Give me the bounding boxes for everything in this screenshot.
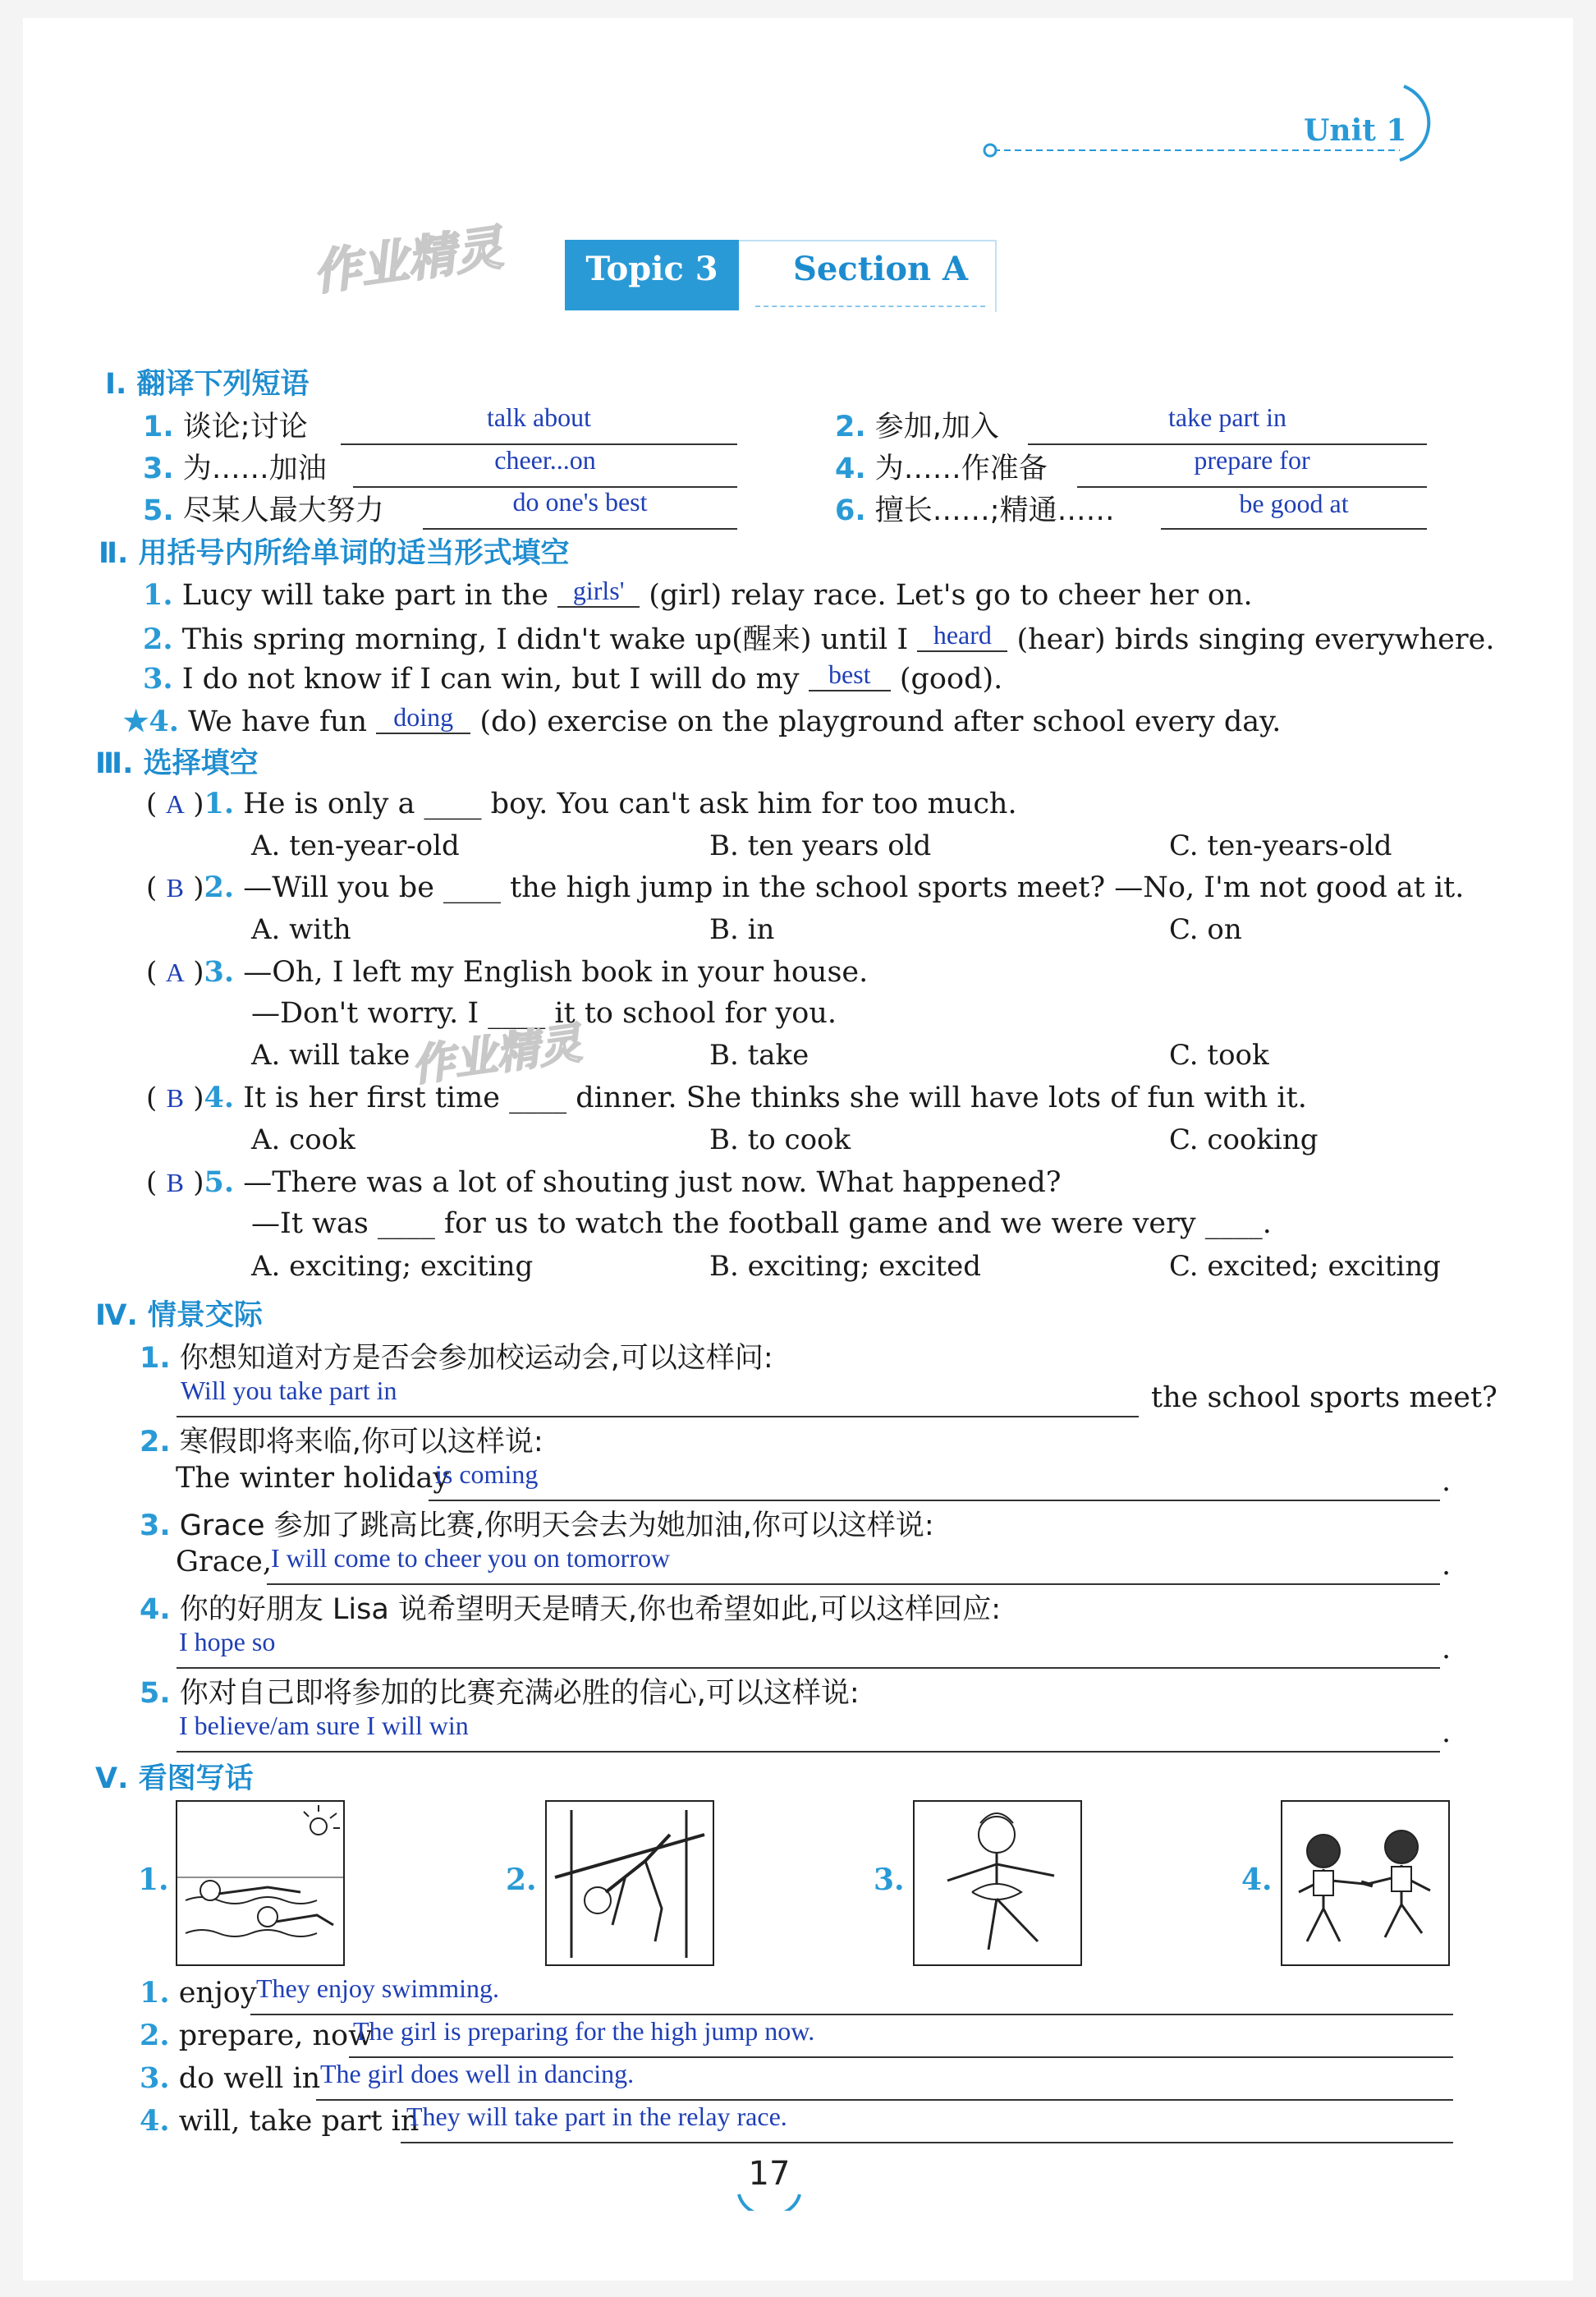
s2-text-after: (girl) relay race. Let's go to cheer her on.	[649, 579, 1253, 612]
s3-answer[interactable]: B	[166, 1083, 184, 1113]
s1-answer[interactable]: be good at	[1239, 489, 1349, 518]
picture-label: 3.	[874, 1863, 905, 1897]
s4-prompt: 2. 寒假即将来临,你可以这样说:	[140, 1426, 543, 1459]
s1-prompt: 尽某人最大努力	[182, 494, 384, 527]
s3-item1: ( A )1. He is only a ____ boy. You can't ask him for too much.	[146, 787, 1017, 820]
s1-item5	[143, 488, 384, 529]
s1-num: 2.	[835, 411, 866, 443]
section4-title: Ⅳ. 情景交际	[95, 1299, 263, 1332]
s2-text-before: Lucy will take part in the	[181, 579, 548, 612]
s1-num: 1.	[143, 411, 174, 443]
answer-line	[429, 1500, 1440, 1501]
answer-line	[316, 2099, 1453, 2101]
s4-prompt: 5. 你对自己即将参加的比赛充满必胜的信心,可以这样说:	[140, 1677, 860, 1710]
s3-opt[interactable]: C. ten-years-old	[1169, 829, 1392, 862]
s4-answer[interactable]: I hope so	[179, 1627, 276, 1656]
answer-line	[1077, 486, 1427, 488]
s1-item1	[143, 404, 308, 445]
answer-line	[401, 2142, 1453, 2143]
s5-answer[interactable]: The girl does well in dancing.	[320, 2059, 635, 2088]
s4-prompt: 1. 你想知道对方是否会参加校运动会,可以这样问:	[140, 1342, 773, 1375]
s3-item2: ( B )2. —Will you be ____ the high jump in the school sports meet? —No, I'm not good at it.	[146, 871, 1465, 904]
s2-item1	[143, 575, 1253, 612]
s3-opt[interactable]: A. with	[251, 913, 351, 946]
s4-suffix: .	[1442, 1716, 1452, 1749]
s3-opt[interactable]: B. ten years old	[709, 829, 932, 862]
section3-title: Ⅲ. 选择填空	[95, 747, 259, 780]
s5-answer[interactable]: They will take part in the relay race.	[406, 2102, 787, 2131]
s5-answer[interactable]: They enjoy swimming.	[256, 1973, 499, 2003]
s2-text-before: This spring morning, I didn't wake up(醒来) until I	[181, 623, 909, 656]
section-label: Section A	[793, 250, 969, 288]
answer-line	[250, 2014, 1453, 2015]
answer-line	[177, 1667, 1440, 1669]
s4-prompt: 3. Grace 参加了跳高比赛,你明天会去为她加油,你可以这样说:	[140, 1509, 934, 1542]
s5-cue: 3. do well in	[140, 2061, 321, 2095]
s3-question: He is only a ____ boy. You can't ask him for too much.	[243, 788, 1017, 820]
s3-opt[interactable]: C. on	[1169, 913, 1242, 946]
s1-item4	[835, 446, 1048, 487]
s2-num: 2.	[143, 622, 173, 656]
picture-label: 2.	[506, 1863, 537, 1897]
topic-label: Topic 3	[585, 250, 718, 288]
s1-item3	[143, 446, 327, 487]
s3-question: —Will you be ____ the high jump in the school sports meet? —No, I'm not good at it.	[243, 871, 1465, 904]
s4-suffix: .	[1442, 1465, 1452, 1498]
s4-suffix: .	[1442, 1549, 1452, 1582]
s4-prefix: The winter holiday	[176, 1462, 450, 1495]
answer-line	[177, 1416, 1139, 1417]
s2-answer[interactable]: heard	[917, 619, 1007, 652]
s1-num: 4.	[835, 453, 866, 485]
s2-item2	[143, 617, 1494, 658]
s1-prompt: 为……作准备	[874, 453, 1048, 485]
s5-cue: 1. enjoy	[140, 1976, 257, 2010]
s3-opt[interactable]: B. in	[709, 913, 775, 946]
s3-opt[interactable]: C. took	[1169, 1039, 1269, 1072]
s1-prompt: 谈论;讨论	[182, 411, 308, 443]
s5-answer[interactable]: The girl is preparing for the high jump now.	[353, 2016, 815, 2046]
high-jump-picture	[545, 1800, 714, 1966]
s1-num: 6.	[835, 494, 866, 527]
s1-num: 5.	[143, 494, 174, 527]
picture-label: 1.	[138, 1863, 169, 1897]
answer-line	[349, 2056, 1453, 2058]
section5-title: Ⅴ. 看图写话	[95, 1762, 254, 1795]
s2-text-after: (good).	[899, 663, 1003, 696]
s3-question-line2: —It was ____ for us to watch the football game and we were very ____.	[251, 1207, 1272, 1240]
section-box-border	[739, 240, 997, 312]
s1-answer[interactable]: prepare for	[1194, 445, 1310, 475]
dancing-picture	[913, 1800, 1082, 1966]
s2-answer[interactable]: best	[809, 659, 891, 691]
section2-title: Ⅱ. 用括号内所给单词的适当形式填空	[99, 537, 570, 570]
s1-num: 3.	[143, 453, 174, 485]
s2-answer[interactable]: doing	[376, 701, 470, 734]
answer-line	[267, 1583, 1440, 1585]
s3-item4: ( B )4. It is her first time ____ dinner. She thinks she will have lots of fun with it.	[146, 1081, 1307, 1114]
answer-line	[423, 528, 737, 530]
answer-line	[177, 1751, 1440, 1753]
s3-question: —There was a lot of shouting just now. What happened?	[243, 1166, 1062, 1199]
s4-prompt: 4. 你的好朋友 Lisa 说希望明天是晴天,你也希望如此,可以这样回应:	[140, 1593, 1001, 1626]
s3-question: It is her first time ____ dinner. She thinks she will have lots of fun with it.	[243, 1082, 1307, 1114]
s1-answer[interactable]: cheer...on	[494, 445, 596, 475]
s2-num: ★4.	[123, 705, 179, 738]
s4-answer[interactable]: I believe/am sure I will win	[179, 1711, 469, 1740]
s2-item3	[143, 659, 1002, 696]
s3-answer[interactable]: B	[166, 1168, 184, 1197]
s1-item6	[835, 488, 1115, 529]
s3-question-line2: —Don't worry. I ____ it to school for you.	[251, 997, 837, 1030]
s4-answer[interactable]: Will you take part in	[181, 1376, 397, 1405]
s3-answer[interactable]: A	[165, 958, 185, 987]
watermark-logo: 作业精灵	[310, 219, 507, 301]
s3-opt[interactable]: B. exciting; excited	[709, 1250, 982, 1283]
s4-prefix: Grace,	[176, 1546, 272, 1578]
section1-title: Ⅰ. 翻译下列短语	[105, 368, 310, 401]
section-dash-underline	[755, 306, 985, 307]
s1-item2	[835, 404, 999, 445]
s2-text-before: We have fun	[188, 705, 368, 738]
s5-cue: 4. will, take part in	[140, 2104, 420, 2138]
s2-answer[interactable]: girls'	[557, 575, 640, 608]
s1-answer[interactable]: do one's best	[512, 487, 648, 517]
s2-text-after: (hear) birds singing everywhere.	[1016, 623, 1495, 656]
s3-answer[interactable]: B	[166, 873, 184, 903]
s3-item3: ( A )3. —Oh, I left my English book in your house.	[146, 955, 869, 989]
s3-opt[interactable]: A. exciting; exciting	[251, 1250, 534, 1283]
s3-item5: ( B )5. —There was a lot of shouting just now. What happened?	[146, 1165, 1062, 1199]
unit-label: Unit 1	[1304, 113, 1407, 148]
s2-num: 3.	[143, 662, 173, 696]
s2-text-after: (do) exercise on the playground after school every day.	[479, 705, 1282, 738]
s1-answer[interactable]: talk about	[486, 402, 592, 432]
swimming-picture	[176, 1800, 345, 1966]
s3-opt[interactable]: A. cook	[251, 1123, 355, 1156]
s3-opt[interactable]: A. ten-year-old	[251, 829, 460, 862]
s3-opt[interactable]: B. take	[709, 1039, 809, 1072]
s4-answer[interactable]: I will come to cheer you on tomorrow	[271, 1543, 671, 1573]
s3-question: —Oh, I left my English book in your house.	[243, 956, 869, 989]
picture-label: 4.	[1241, 1863, 1273, 1897]
unit-arc-decoration	[977, 78, 1470, 168]
s1-prompt: 参加,加入	[874, 411, 999, 443]
answer-line	[1161, 528, 1427, 530]
s3-answer[interactable]: A	[165, 789, 185, 819]
s1-answer[interactable]: take part in	[1168, 402, 1286, 432]
s4-suffix: .	[1442, 1633, 1452, 1665]
page-number: 17	[748, 2155, 791, 2193]
s3-opt[interactable]: A. will take	[251, 1039, 410, 1072]
s2-num: 1.	[143, 578, 173, 612]
s4-suffix: the school sports meet?	[1151, 1381, 1497, 1414]
relay-race-picture	[1281, 1800, 1450, 1966]
s3-opt[interactable]: C. excited; exciting	[1169, 1250, 1441, 1283]
s5-cue: 2. prepare, now	[140, 2019, 374, 2052]
s3-opt[interactable]: C. cooking	[1169, 1123, 1319, 1156]
s3-opt[interactable]: B. to cook	[709, 1123, 851, 1156]
s4-answer[interactable]: is coming	[435, 1459, 539, 1489]
s1-prompt: 擅长……;精通……	[874, 494, 1115, 527]
s2-item4	[123, 701, 1281, 738]
s2-text-before: I do not know if I can win, but I will do my	[181, 663, 800, 696]
watermark-logo: 作业精灵	[408, 1018, 585, 1092]
s1-prompt: 为……加油	[182, 453, 327, 485]
